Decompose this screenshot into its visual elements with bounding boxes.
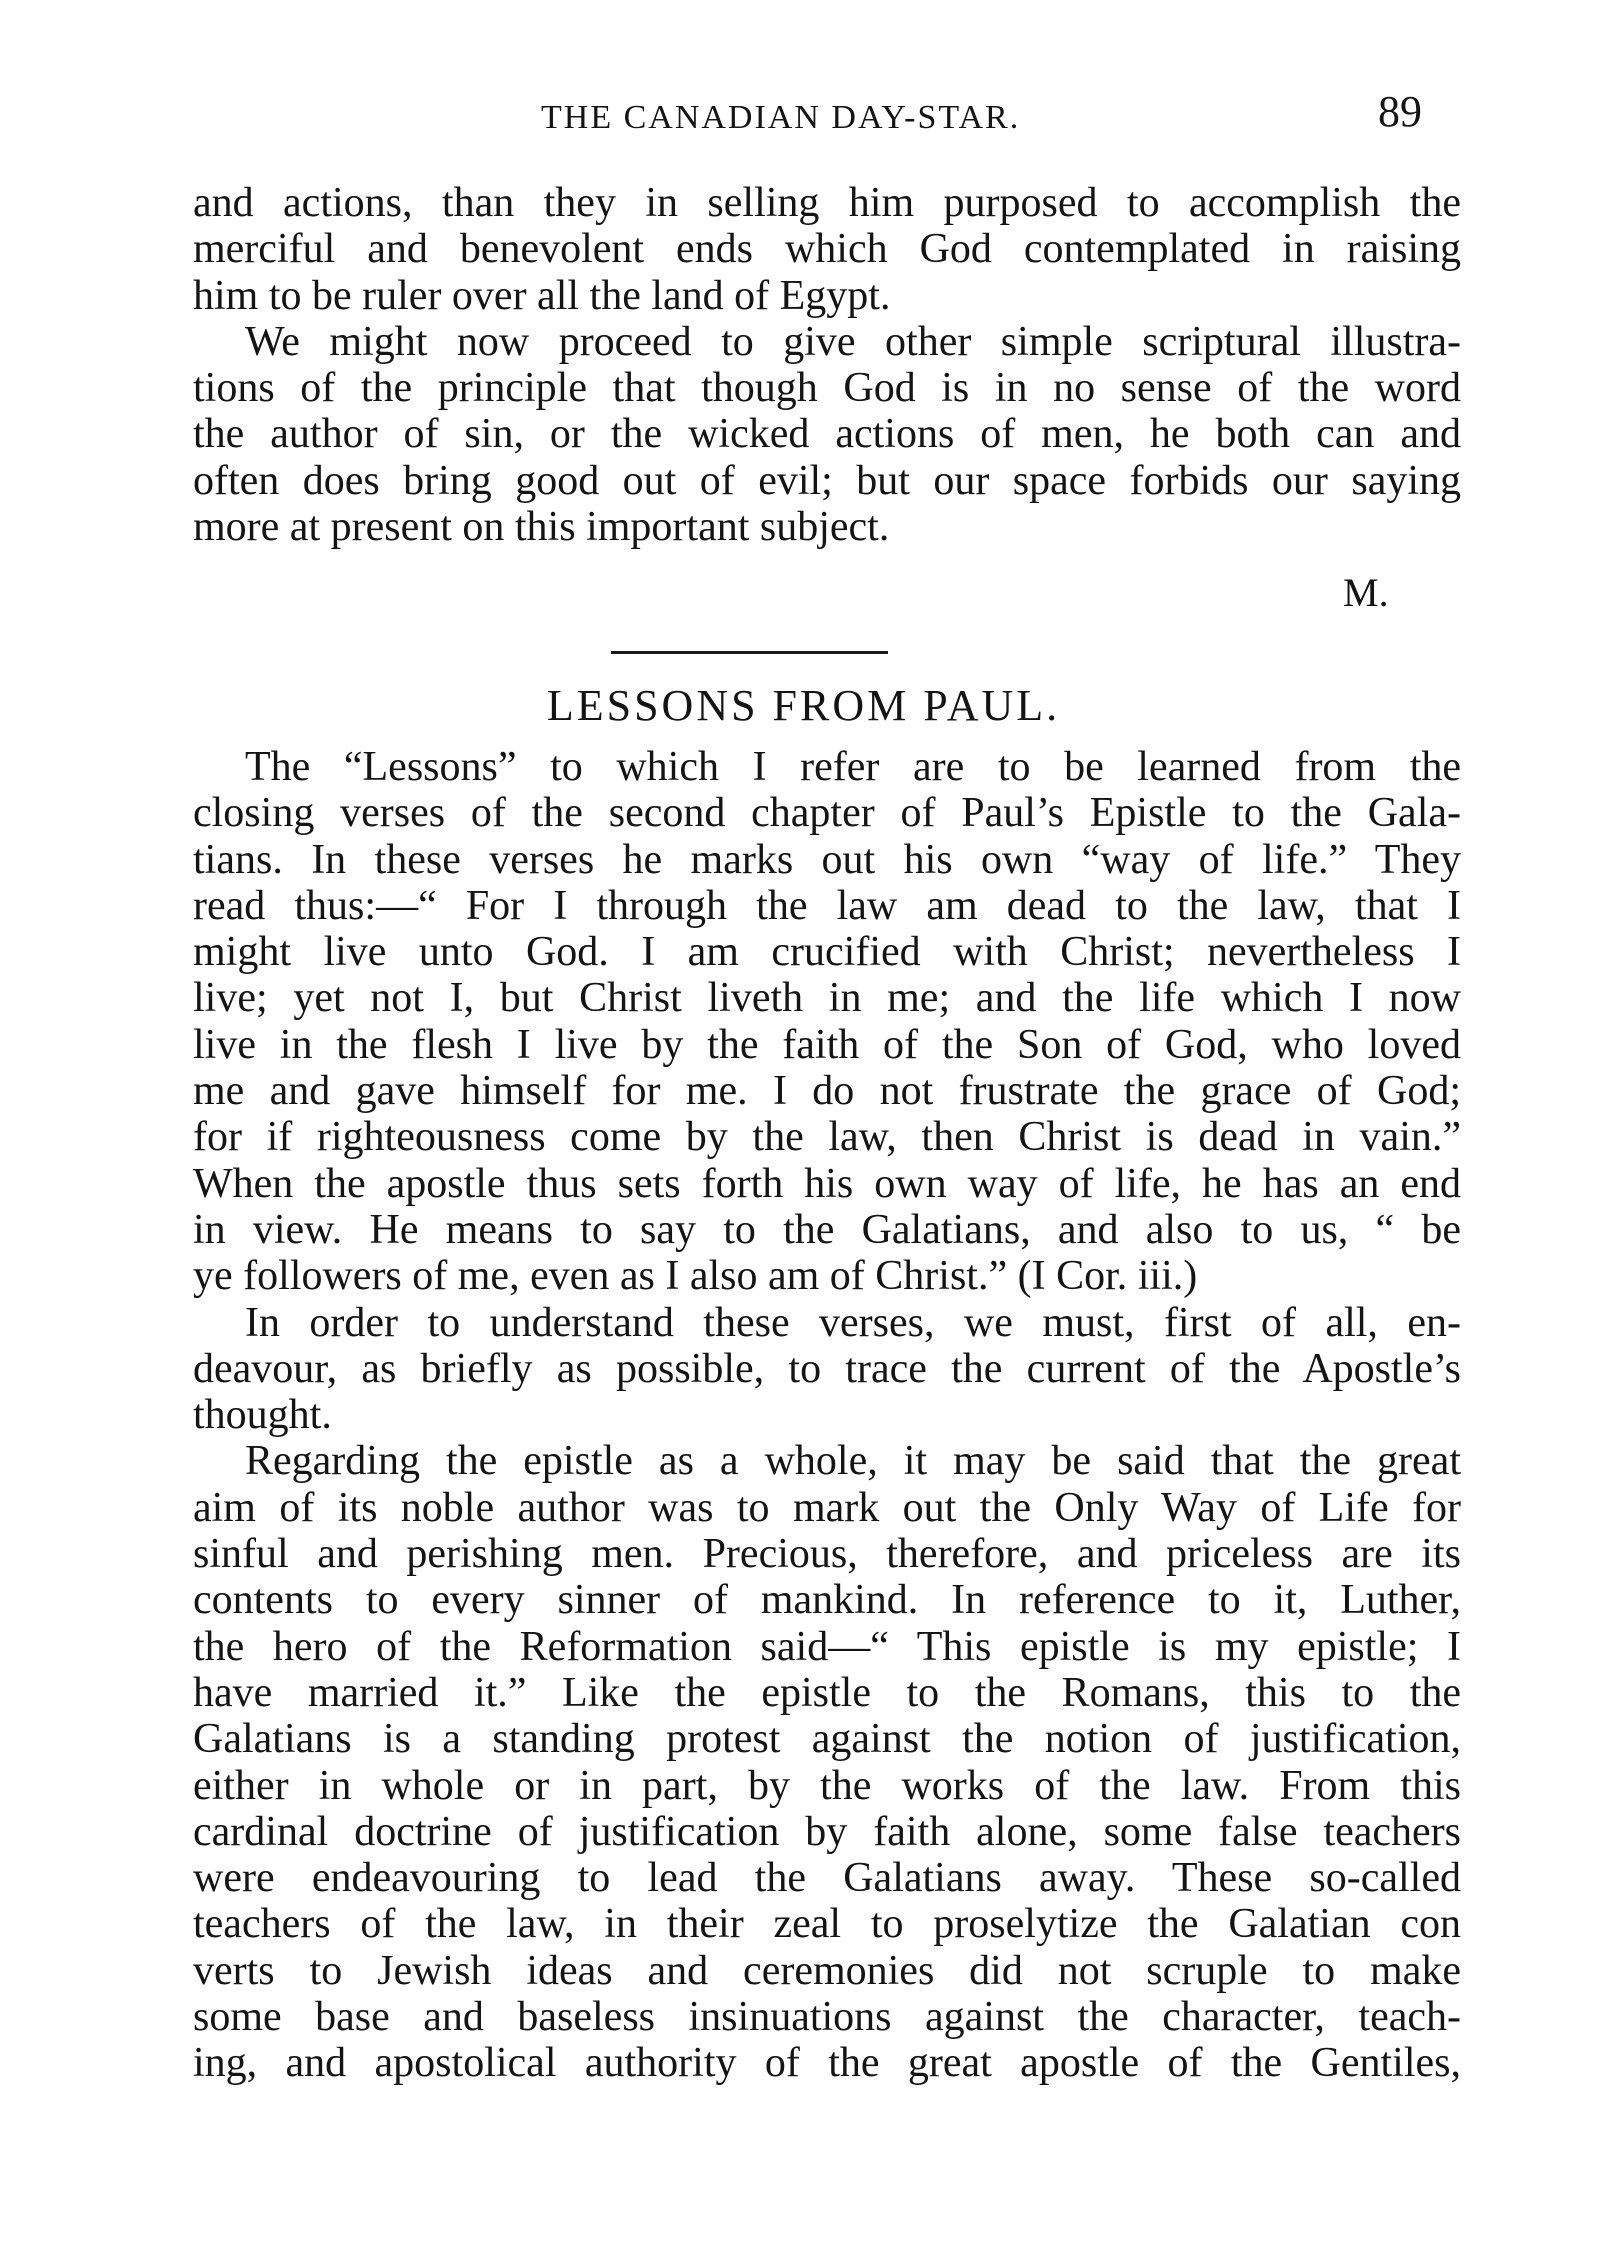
text-line: the hero of the Reformation said—“ This epistle is my epistle; I: [193, 1623, 1461, 1670]
author-signature: M.: [1343, 570, 1389, 615]
text-line: teachers of the law, in their zeal to proselytize the Galatian con: [193, 1901, 1461, 1948]
intro-text: [193, 180, 1461, 550]
page-number: 89: [1378, 87, 1422, 136]
text-line: aim of its noble author was to mark out the Only Way of Life for: [193, 1484, 1461, 1531]
text-line: the author of sin, or the wicked actions of men, he both can and: [193, 411, 1461, 458]
text-line: When the apostle thus sets forth his own way of life, he has an end: [193, 1160, 1461, 1207]
text-line: thought.: [193, 1392, 332, 1439]
text-line: live; yet not I, but Christ liveth in me; and the life which I now: [193, 975, 1461, 1022]
text-line: The “Lessons” to which I refer are to be learned from the: [245, 744, 1461, 790]
text-line: In order to understand these verses, we must, first of all, en-: [245, 1299, 1461, 1346]
text-line: more at present on this important subject.: [193, 504, 890, 551]
text-line: merciful and benevolent ends which God contemplated in raising: [193, 226, 1461, 273]
text-line: tians. In these verses he marks out his own “way of life.” They: [193, 836, 1461, 883]
text-line: often does bring good out of evil; but our space forbids our saying: [193, 457, 1461, 504]
text-line: sinful and perishing men. Precious, therefore, and priceless are its: [193, 1531, 1461, 1578]
text-line: and actions, than they in selling him purposed to accomplish the: [193, 180, 1461, 226]
text-line: have married it.” Like the epistle to the Romans, this to the: [193, 1669, 1461, 1716]
text-line: for if righteousness come by the law, then Christ is dead in vain.”: [193, 1114, 1461, 1161]
text-line: Regarding the epistle as a whole, it may be said that the great: [245, 1438, 1461, 1485]
text-line: verts to Jewish ideas and ceremonies did not scruple to make: [193, 1947, 1461, 1994]
text-line: read thus:—“ For I through the law am dead to the law, that I: [193, 882, 1461, 929]
text-line: cardinal doctrine of justification by faith alone, some false teachers: [193, 1808, 1461, 1855]
text-line: either in whole or in part, by the works of the law. From this: [193, 1762, 1461, 1809]
text-line: were endeavouring to lead the Galatians away. These so-called: [193, 1855, 1461, 1902]
text-line: some base and baseless insinuations against the character, teach-: [193, 1994, 1461, 2041]
text-line: in view. He means to say to the Galatians, and also to us, “ be: [193, 1206, 1461, 1253]
running-title: THE CANADIAN DAY-STAR.: [541, 99, 1021, 136]
text-line: me and gave himself for me. I do not frustrate the grace of God;: [193, 1068, 1461, 1115]
text-line: live in the flesh I live by the faith of the Son of God, who loved: [193, 1021, 1461, 1068]
text-line: ing, and apostolical authority of the great apostle of the Gentiles,: [193, 2040, 1461, 2087]
text-line: deavour, as briefly as possible, to trace the current of the Apostle’s: [193, 1345, 1461, 1392]
text-line: him to be ruler over all the land of Egypt.: [193, 272, 891, 319]
text-line: We might now proceed to give other simple scriptural illustra-: [245, 318, 1461, 365]
text-line: tions of the principle that though God is in no sense of the word: [193, 365, 1461, 412]
text-line: might live unto God. I am crucified with Christ; nevertheless I: [193, 929, 1461, 976]
running-head: [0, 88, 1607, 148]
text-line: Galatians is a standing protest against the notion of justification,: [193, 1716, 1461, 1763]
section-heading: LESSONS FROM PAUL.: [546, 681, 1061, 730]
text-line: closing verses of the second chapter of Paul’s Epistle to the Gala-: [193, 790, 1461, 837]
text-line: contents to every sinner of mankind. In reference to it, Luther,: [193, 1577, 1461, 1624]
text-line: ye followers of me, even as I also am of Christ.” (I Cor. iii.): [193, 1253, 1198, 1300]
section-divider: [611, 651, 888, 654]
section-text: [193, 744, 1461, 2087]
